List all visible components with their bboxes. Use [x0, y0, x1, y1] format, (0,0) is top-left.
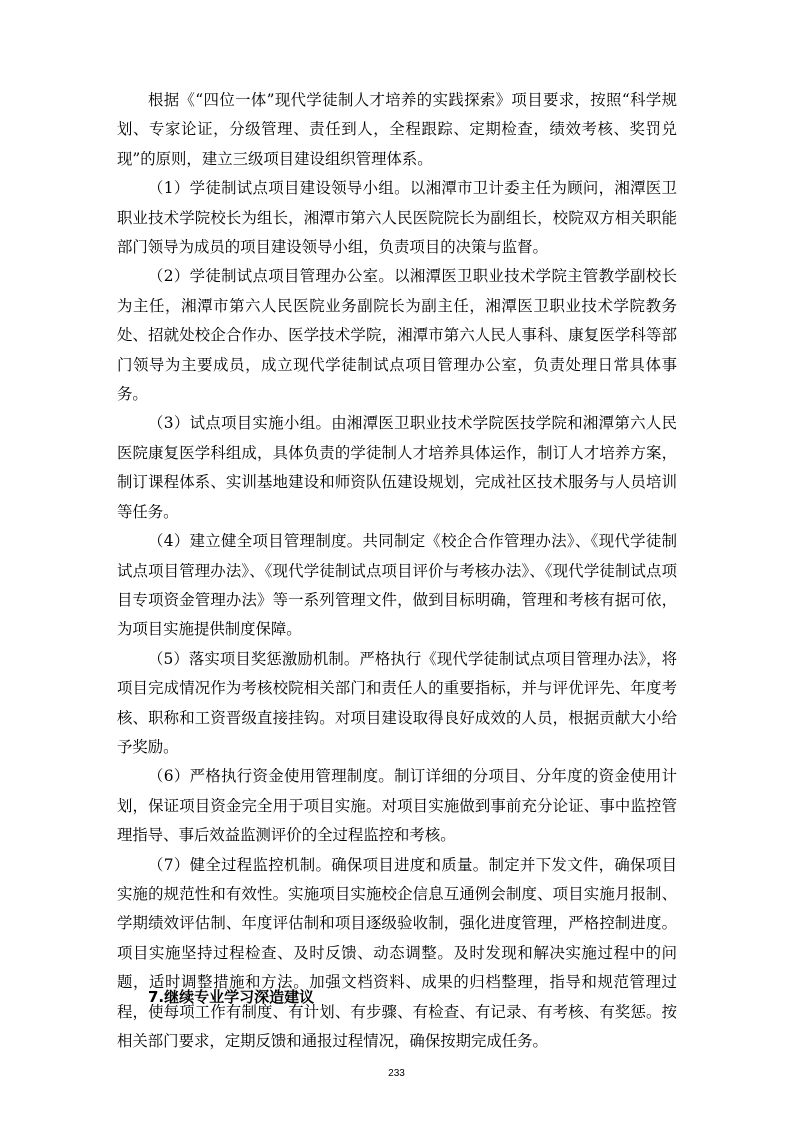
paragraph-2-management-office: （2）学徒制试点项目管理办公室。以湘潭医卫职业技术学院主管教学副校长为主任，湘潭市第六人民医院业务副院长为副主任，湘潭医卫职业技术学院教务处、招就处校企合作办、医学技术学院，湘潭市第六人民人事科、康复医学科等部门领导为主要成员，成立现代学徒制试点项目管理办公室，负责处理日常具体事务。: [117, 267, 677, 404]
paragraph-1-leadership-group: （1）学徒制试点项目建设领导小组。以湘潭市卫计委主任为顾问，湘潭医卫职业技术学院校长为组长，湘潭市第六人民医院院长为副组长，校院双方相关职能部门领导为成员的项目建设领导小组，负责项目的决策与监督。: [117, 179, 677, 257]
paragraph-3-implementation-group: （3）试点项目实施小组。由湘潭医卫职业技术学院医技学院和湘潭第六人民医院康复医学科组成，具体负责的学徒制人才培养具体运作，制订人才培养方案，制订课程体系、实训基地建设和师资队伍建设规划，完成社区技术服务与人员培训等任务。: [117, 414, 677, 521]
paragraph-5-incentive-mechanism: （5）落实项目奖惩激励机制。严格执行《现代学徒制试点项目管理办法》，将项目完成情况作为考核校院相关部门和责任人的重要指标，并与评优评先、年度考核、职称和工资晋级直接挂钩。对项目建设取得良好成效的人员，根据贡献大小给予奖励。: [117, 649, 677, 756]
section-heading: 7.继续专业学习深造建议: [148, 988, 315, 1006]
paragraph-4-management-system: （4）建立健全项目管理制度。共同制定《校企合作管理办法》、《现代学徒制试点项目管理办法》、《现代学徒制试点项目评价与考核办法》、《现代学徒制试点项目专项资金管理办法》等一系列管理文件，做到目标明确，管理和考核有据可依，为项目实施提供制度保障。: [117, 532, 677, 639]
page-number: 233: [388, 1068, 405, 1079]
body-text: [117, 86, 677, 1056]
paragraph-intro: 根据《“四位一体”现代学徒制人才培养的实践探索》项目要求，按照“科学规划、专家论证，分级管理、责任到人，全程跟踪、定期检查，绩效考核、奖罚兑现”的原则，建立三级项目建设组织管理体系。: [117, 91, 677, 168]
paragraph-6-fund-management: （6）严格执行资金使用管理制度。制订详细的分项目、分年度的资金使用计划，保证项目资金完全用于项目实施。对项目实施做到事前充分论证、事中监控管理指导、事后效益监测评价的全过程监控和考核。: [117, 767, 677, 845]
paragraph-7-process-monitoring: （7）健全过程监控机制。确保项目进度和质量。制定并下发文件，确保项目实施的规范性和有效性。实施项目实施校企信息互通例会制度、项目实施月报制、学期绩效评估制、年度评估制和项目逐级验收制，强化进度管理，严格控制进度。项目实施坚持过程检查、及时反馈、动态调整。及时发现和解决实施过程中的问题，适时调整措施和方法。加强文档资料、成果的归档整理，指导和规范管理过程，使每项工作有制度、有计划、有步骤、有检查、有记录、有考核、有奖惩。按相关部门要求，定期反馈和通报过程情况，确保按期完成任务。: [117, 855, 677, 1050]
